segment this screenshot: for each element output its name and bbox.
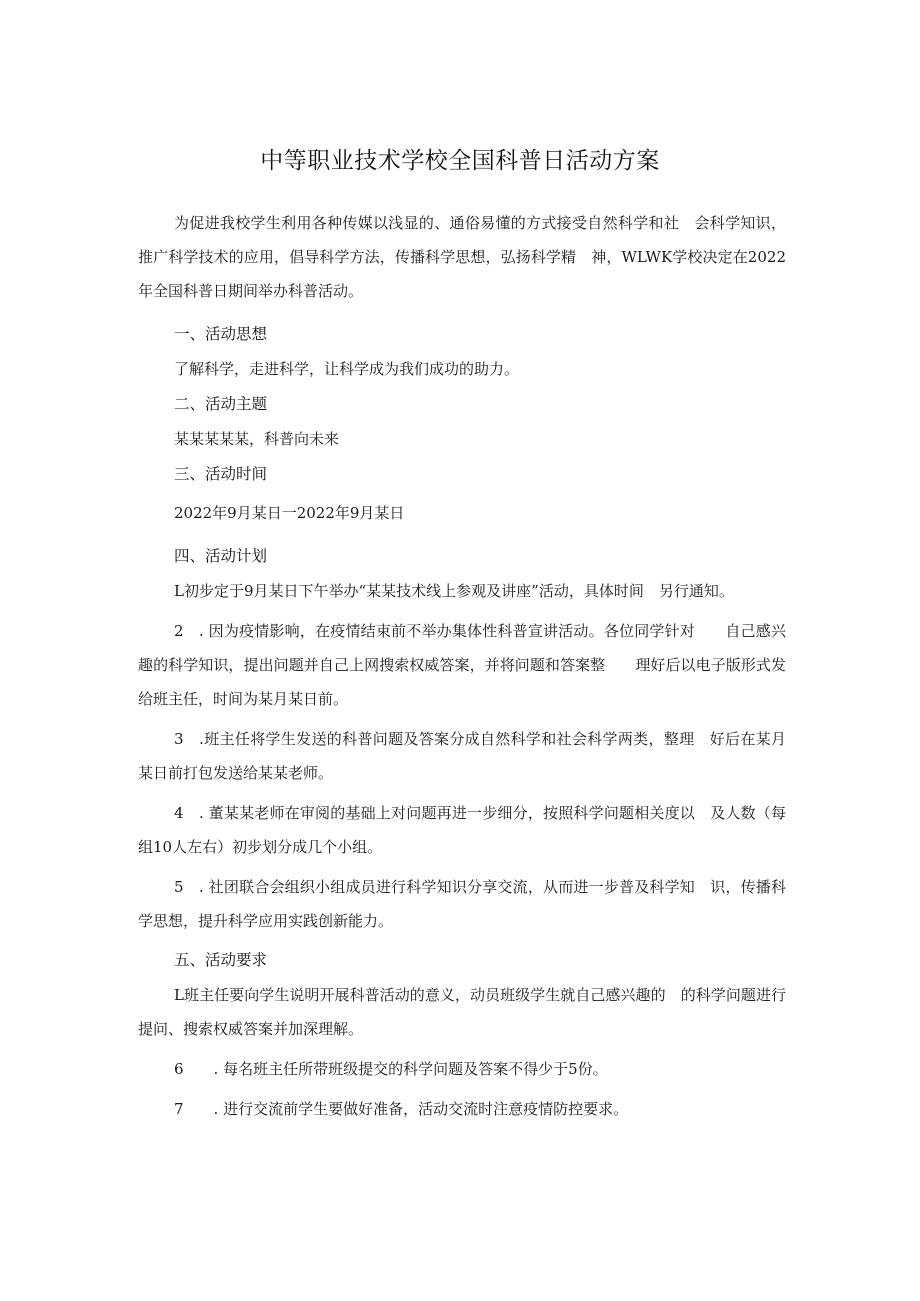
- section-heading-time: 三、活动时间: [174, 465, 268, 483]
- section-text-theme: 某某某某某，科普向未来: [174, 430, 340, 448]
- section-heading-theme: 二、活动主题: [174, 395, 268, 413]
- plan-item: 2 . 因为疫情影响，在疫情结束前不举办集体性科普宣讲活动。各位同学针对 自己感兴趣的科学知识，提出问题并自己上网搜索权威答案，并将问题和答案整 理好后以电子版形式发给班主任，时间为某月某日前。: [138, 622, 786, 708]
- document-title: 中等职业技术学校全国科普日活动方案: [260, 148, 660, 174]
- plan-item: 5 . 社团联合会组织小组成员进行科学知识分享交流，从而进一步普及科学知 识，传播科学思想，提升科学应用实践创新能力。: [138, 878, 786, 930]
- section-heading-requirements: 五、活动要求: [174, 951, 268, 969]
- section-heading-thought: 一、活动思想: [174, 325, 268, 343]
- plan-item: 3 .班主任将学生发送的科普问题及答案分成自然科学和社会科学两类，整理 好后在某月某日前打包发送给某某老师。: [138, 730, 786, 782]
- plan-item: 4 . 董某某老师在审阅的基础上对问题再进一步细分，按照科学问题相关度以 及人数（每组10人左右）初步划分成几个小组。: [138, 804, 786, 856]
- requirement-item: L班主任要向学生说明开展科普活动的意义，动员班级学生就自己感兴趣的 的科学问题进行提问、搜索权威答案并加深理解。: [138, 986, 786, 1038]
- intro-paragraph: 为促进我校学生利用各种传媒以浅显的、通俗易懂的方式接受自然科学和社 会科学知识，推广科学技术的应用，倡导科学方法，传播科学思想，弘扬科学精 神，WLWK学校决定在2022年全国科普日期间举办科普活动。: [138, 214, 786, 300]
- plan-item: L初步定于9月某日下午举办“某某技术线上参观及讲座”活动，具体时间 另行通知。: [174, 582, 734, 600]
- requirement-item: 7 . 进行交流前学生要做好准备，活动交流时注意疫情防控要求。: [174, 1100, 629, 1118]
- section-text-thought: 了解科学，走进科学，让科学成为我们成功的助力。: [174, 360, 520, 378]
- requirement-item: 6 . 每名班主任所带班级提交的科学问题及答案不得少于5份。: [174, 1060, 608, 1078]
- document-body: [138, 206, 786, 1126]
- section-text-time: 2022年9月某日一2022年9月某日: [174, 504, 405, 522]
- section-heading-plan: 四、活动计划: [174, 547, 268, 565]
